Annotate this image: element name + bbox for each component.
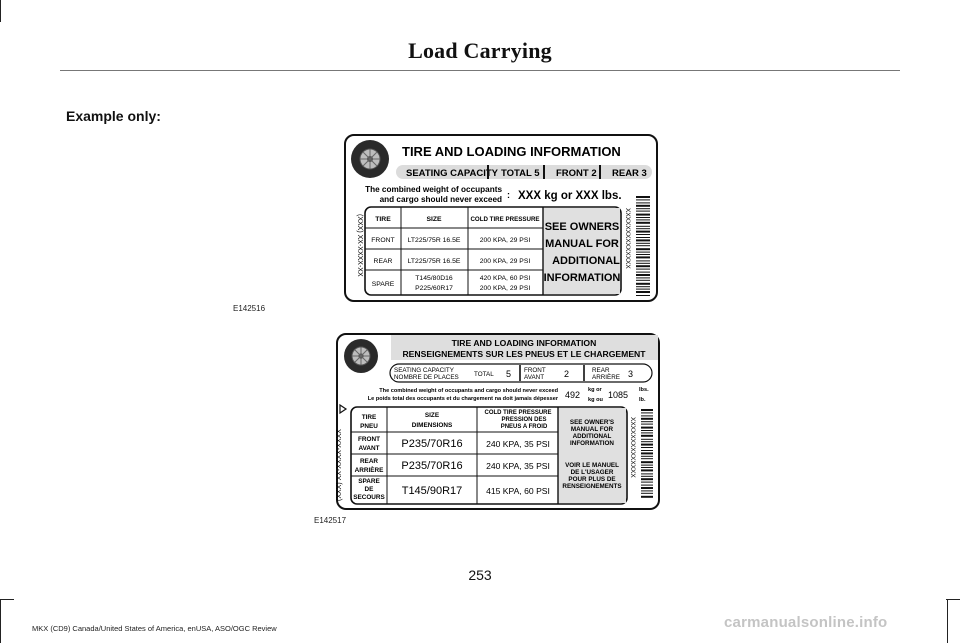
barcode-bar <box>641 421 653 422</box>
row-spare-tire-3: SECOURS <box>353 494 385 501</box>
see-owners-fr-3: POUR PLUS DE <box>568 476 616 483</box>
see-owners-line-1: SEE OWNERS <box>544 221 620 233</box>
row-rear-size: LT225/75R 16.5E <box>407 258 461 265</box>
combined-weight-value: XXX kg or XXX lbs. <box>518 190 622 202</box>
seating-capacity-fr: NOMBRE DE PLACES <box>394 374 459 381</box>
barcode-bar <box>641 476 653 477</box>
row-spare-size-1: T145/80D16 <box>415 275 453 282</box>
barcode-bar <box>641 496 653 498</box>
seating-total-label: TOTAL <box>474 371 494 378</box>
see-owners-en-1: SEE OWNER'S <box>569 419 615 426</box>
barcode-bar <box>636 256 650 258</box>
barcode-bar <box>641 444 653 446</box>
row-spare-pressure-1: 420 KPA, 60 PSI <box>479 275 531 282</box>
barcode-bar <box>636 277 650 278</box>
barcode-bar <box>636 228 650 229</box>
barcode-bar <box>636 265 650 267</box>
barcode-bar <box>641 485 653 486</box>
seating-rear-fr: ARRIÈRE <box>592 374 620 381</box>
row-spare-size: T145/90R17 <box>401 485 463 497</box>
barcode-bar <box>641 447 653 448</box>
barcode-bar <box>636 219 650 220</box>
row-rear-tire: REAR <box>373 258 393 265</box>
barcode-bar <box>641 450 653 451</box>
row-front-pressure: 200 KPA, 29 PSI <box>479 237 531 244</box>
row-rear-tire-fr: ARRIÈRE <box>354 467 384 474</box>
label-2-title-fr: RENSEIGNEMENTS SUR LES PNEUS ET LE CHARGEMENT <box>402 349 646 359</box>
title-divider <box>60 70 900 71</box>
barcode-bar <box>636 202 650 203</box>
seating-total: TOTAL 5 <box>501 168 540 179</box>
combined-weight-colon: : <box>507 190 510 200</box>
row-spare-tire: SPARE <box>371 281 395 288</box>
barcode-bar <box>641 412 653 413</box>
tire-loading-label-2 <box>336 333 660 510</box>
header-pressure-1: COLD TIRE PRESSURE <box>484 410 552 416</box>
barcode-bar <box>636 248 650 250</box>
barcode-bar <box>641 415 653 416</box>
barcode-bar <box>641 482 653 483</box>
seating-capacity-en: SEATING CAPACITY <box>394 367 454 374</box>
combined-weight-line-2: and cargo should never exceed <box>379 195 502 204</box>
barcode-bar <box>641 487 653 489</box>
lbs-unit-fr: lb. <box>639 397 646 403</box>
figure-id-2: E142517 <box>314 516 347 525</box>
barcode-bar <box>641 439 653 440</box>
barcode-bar <box>636 263 650 264</box>
watermark: carmanualsonline.info <box>724 614 888 631</box>
kg-or: kg or <box>588 387 602 393</box>
row-rear-size: P235/70R16 <box>401 460 463 472</box>
right-part-code: XXXXXXXXXXXXXX <box>629 417 636 478</box>
barcode-bar <box>641 409 653 411</box>
barcode-bar <box>636 291 650 293</box>
barcode-bar <box>636 274 650 276</box>
header-tire-en: TIRE <box>361 414 377 421</box>
see-owners-line-4: INFORMATION <box>543 272 621 284</box>
barcode-bar <box>636 205 650 207</box>
lbs-unit-en: lbs. <box>639 387 649 393</box>
header-tire: TIRE <box>375 216 391 223</box>
tire-loading-label-1 <box>344 134 658 302</box>
barcode-bar <box>641 490 653 491</box>
barcode-bar <box>641 435 653 437</box>
see-owners-en-3: ADDITIONAL <box>572 433 612 440</box>
right-part-code: XXXXXXXXXXXXXX <box>624 208 631 269</box>
see-owners-fr-1: VOIR LE MANUEL <box>565 462 619 469</box>
barcode-bar <box>636 214 650 216</box>
barcode-bar <box>636 222 650 224</box>
barcode-bar <box>641 432 653 433</box>
barcode-bar <box>636 196 650 198</box>
see-owners-line-2: MANUAL FOR <box>545 238 619 250</box>
seating-front-value: 2 <box>564 369 570 379</box>
barcode-bar <box>636 237 650 238</box>
lbs-value: 1085 <box>608 390 629 400</box>
barcode-bar <box>636 286 650 287</box>
seating-front: FRONT 2 <box>556 168 597 179</box>
barcode-bar <box>636 295 650 296</box>
barcode-bar <box>641 456 653 457</box>
tire-icon <box>344 339 378 373</box>
kg-ou: kg ou <box>588 397 603 403</box>
seating-total-value: 5 <box>506 369 512 379</box>
row-front-tire: FRONT <box>371 237 395 244</box>
barcode-bar <box>641 441 653 442</box>
row-spare-tire-1: SPARE <box>358 478 380 485</box>
seating-rear-en: REAR <box>592 367 610 374</box>
row-rear-pressure: 240 KPA, 35 PSI <box>486 461 550 471</box>
barcode-bar <box>641 418 653 420</box>
page-title: Load Carrying <box>408 38 552 63</box>
barcode-bar <box>636 289 650 290</box>
label-1-title: TIRE AND LOADING INFORMATION <box>402 144 621 159</box>
barcode-bar <box>636 217 650 218</box>
barcode-bar <box>636 245 650 246</box>
header-size: SIZE <box>426 216 442 223</box>
barcode-bar <box>636 272 650 273</box>
combined-weight-line-1: The combined weight of occupants <box>365 185 502 194</box>
combined-weight-en: The combined weight of occupants and cargo should never exceed <box>379 388 558 394</box>
label-2-title-en: TIRE AND LOADING INFORMATION <box>451 338 597 348</box>
barcode-bar <box>641 458 653 459</box>
seating-front-fr: AVANT <box>524 374 545 381</box>
barcode-bar <box>641 469 653 471</box>
figure-id-1: E142516 <box>233 304 266 313</box>
combined-weight-fr: Le poids total des occupants et du chargement na doit jamais dépesser <box>367 396 558 402</box>
row-front-pressure: 240 KPA, 35 PSI <box>486 439 550 449</box>
footer-text: MKX (CD9) Canada/United States of America, enUSA, ASO/OGC Review <box>32 624 277 633</box>
left-part-code: (XXX) XX-XXXX-XXXX <box>336 429 343 501</box>
row-front-size: P235/70R16 <box>401 438 463 450</box>
barcode-bar <box>641 430 653 431</box>
header-tire-fr: PNEU <box>360 423 378 430</box>
seating-front-en: FRONT <box>524 367 546 374</box>
barcode-bar <box>641 427 653 429</box>
barcode-bar <box>636 231 650 233</box>
row-spare-size-2: P225/60R17 <box>415 285 453 292</box>
header-size-en: SIZE <box>424 412 440 419</box>
barcode-bar <box>641 461 653 463</box>
barcode-bar <box>641 467 653 468</box>
header-pressure-3: PNEUS A FROID <box>500 424 548 430</box>
barcode-bar <box>636 211 650 212</box>
page-number: 253 <box>468 567 492 583</box>
row-front-tire-fr: AVANT <box>358 445 380 452</box>
header-pressure: COLD TIRE PRESSURE <box>470 216 540 223</box>
see-owners-line-3: ADDITIONAL <box>552 255 620 267</box>
barcode-bar <box>641 465 653 466</box>
barcode-bar <box>636 199 650 200</box>
header-size-fr: DIMENSIONS <box>411 422 453 429</box>
barcode-bar <box>636 252 650 253</box>
barcode-bar <box>636 226 650 227</box>
barcode-bar <box>636 283 650 285</box>
see-owners-en-4: INFORMATION <box>570 440 614 447</box>
header-pressure-2: PRESSION DES <box>501 417 547 423</box>
see-owners-en-2: MANUAL FOR <box>570 426 614 433</box>
barcode-bar <box>641 478 653 480</box>
example-label: Example only: <box>66 108 161 124</box>
seating-capacity-label: SEATING CAPACITY <box>406 168 499 179</box>
barcode-bar <box>636 243 650 244</box>
barcode-bar <box>636 280 650 281</box>
row-rear-pressure: 200 KPA, 29 PSI <box>479 258 531 265</box>
row-front-size: LT225/75R 16.5E <box>407 237 461 244</box>
barcode-bar <box>636 208 650 209</box>
barcode-bar <box>636 239 650 241</box>
barcode-bar <box>636 254 650 255</box>
seating-rear: REAR 3 <box>612 168 647 179</box>
barcode-bar <box>636 260 650 261</box>
barcode-bar <box>636 234 650 235</box>
barcode-bar <box>641 452 653 454</box>
row-spare-tire-2: DE <box>364 486 374 493</box>
row-front-tire-en: FRONT <box>357 436 381 443</box>
see-owners-fr-2: DE L'USAGER <box>570 469 614 476</box>
row-spare-pressure: 415 KPA, 60 PSI <box>486 486 550 496</box>
row-spare-pressure-2: 200 KPA, 29 PSI <box>479 285 531 292</box>
barcode-bar <box>636 269 650 270</box>
barcode-bar <box>641 473 653 474</box>
left-part-code: (XXX) XX-XXXX-XX <box>356 214 363 277</box>
seating-rear-value: 3 <box>628 369 634 379</box>
see-owners-fr-4: RENSEIGNEMENTS <box>562 483 622 490</box>
row-rear-tire-en: REAR <box>359 458 379 465</box>
barcode-bar <box>641 493 653 494</box>
tire-icon <box>351 140 389 178</box>
kg-value: 492 <box>565 390 581 400</box>
barcode-bar <box>641 424 653 425</box>
